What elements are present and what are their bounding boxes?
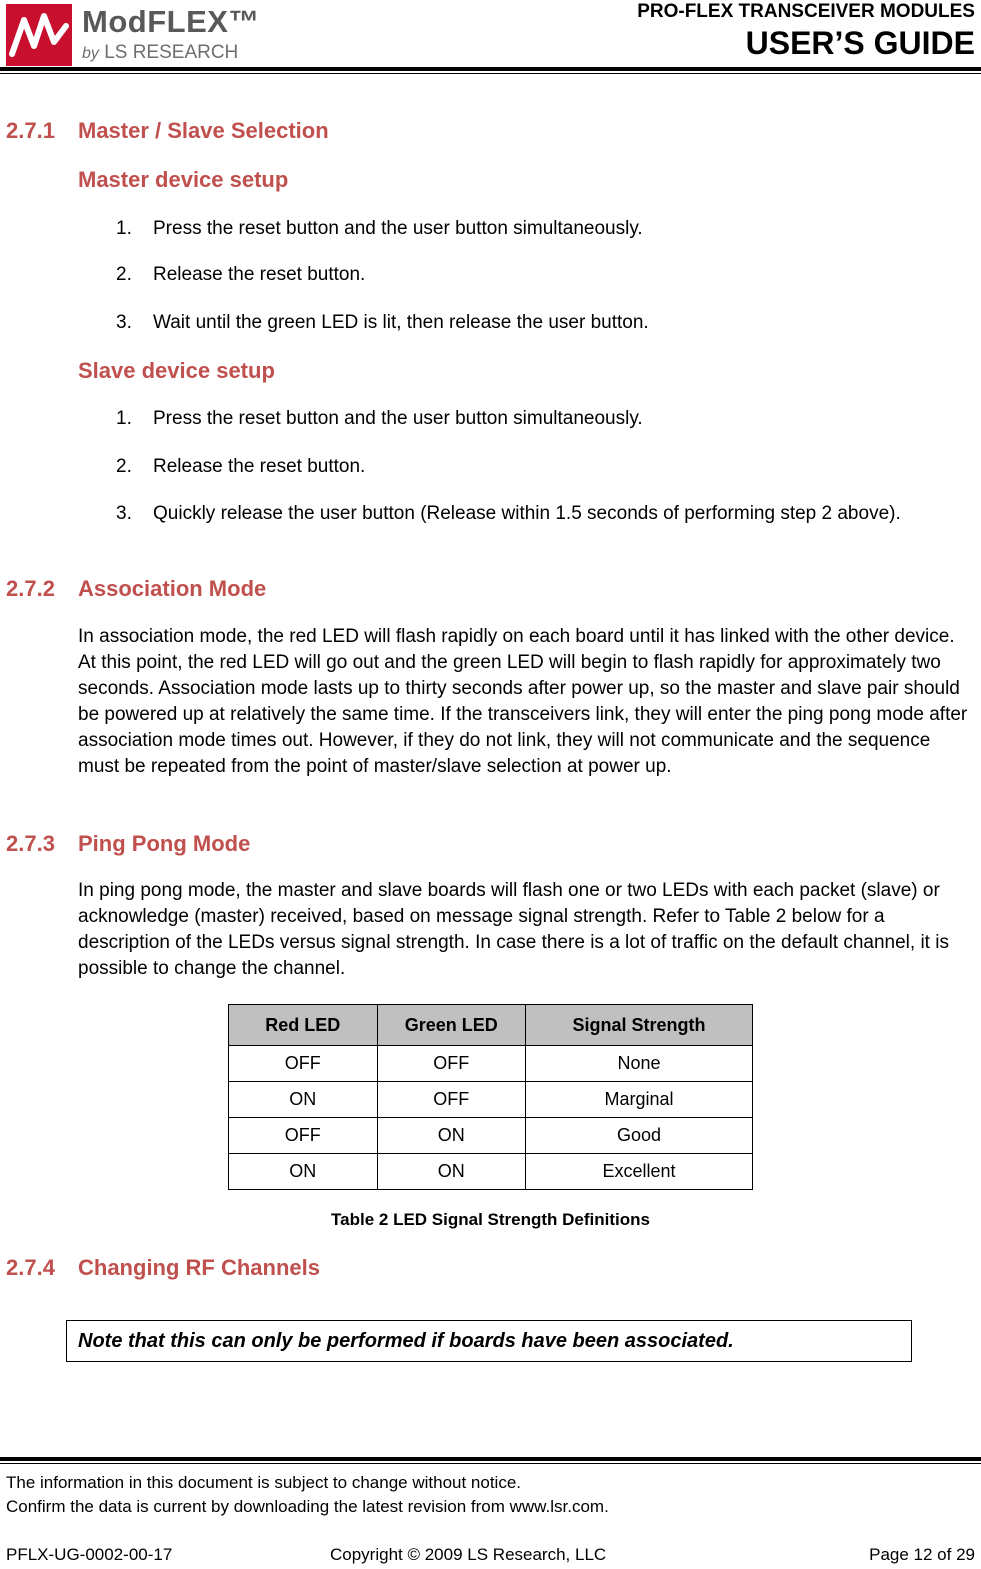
logo-wordmark: ModFLEX™	[82, 4, 260, 39]
note-text: Note that this can only be performed if boards have been associated.	[78, 1330, 734, 1352]
table-header-row	[229, 1005, 753, 1046]
table-header-cell: Green LED	[377, 1005, 526, 1046]
document-series-title: PRO-FLEX TRANSCEIVER MODULES	[637, 1, 975, 22]
table-caption: Table 2 LED Signal Strength Definitions	[331, 1210, 650, 1229]
list-item-number: 1.	[116, 408, 132, 429]
section-number: 2.7.1	[6, 118, 55, 143]
list-item-number: 3.	[116, 312, 132, 333]
table-cell: Marginal	[526, 1082, 753, 1118]
table-cell: OFF	[377, 1082, 526, 1118]
subheading-master: Master device setup	[78, 167, 289, 192]
table-cell: Excellent	[526, 1154, 753, 1190]
table-cell: None	[526, 1046, 753, 1082]
table-cell: OFF	[229, 1046, 378, 1082]
footer-rule-thin	[0, 1463, 981, 1464]
paragraph-association: In association mode, the red LED will flash rapidly on each board until it has linked with the other device. At this point, the red LED will go out and the green LED will begin to flash rapidly for approximately two seconds. Association mode lasts up to thirty seconds after power up, so the master and slave pair should be powered up at relatively the same time. If the transceivers link, they will enter the ping pong mode after association mode times out. However, if they do not link, they will not communicate and the sequence must be repeated from the point of master/slave selection at power up.	[78, 626, 968, 777]
section-title: Ping Pong Mode	[78, 831, 251, 856]
logo-subtitle: by LS RESEARCH	[82, 42, 239, 63]
table-cell: ON	[229, 1082, 378, 1118]
list-item-number: 1.	[116, 218, 132, 239]
footer-rule	[0, 1457, 981, 1461]
led-signal-table	[228, 1004, 753, 1190]
header-rule	[0, 67, 981, 71]
section-title: Changing RF Channels	[78, 1255, 320, 1280]
paragraph-ping-pong: In ping pong mode, the master and slave boards will flash one or two LEDs with each packet (slave) or acknowledge (master) received, based on message signal strength. Refer to Table 2 below for a description of the LEDs versus signal strength. In case there is a lot of traffic on the default channel, it is possible to change the channel.	[78, 880, 949, 979]
list-item: Press the reset button and the user button simultaneously.	[153, 408, 643, 429]
document-title: USER’S GUIDE	[745, 25, 975, 61]
list-item: Release the reset button.	[153, 264, 366, 285]
table-cell: OFF	[377, 1046, 526, 1082]
table-header-cell: Red LED	[229, 1005, 378, 1046]
list-item: Release the reset button.	[153, 456, 366, 477]
table-cell: ON	[229, 1154, 378, 1190]
list-item-number: 2.	[116, 456, 132, 477]
table-cell: ON	[377, 1154, 526, 1190]
footer-copyright: Copyright © 2009 LS Research, LLC	[330, 1545, 607, 1564]
table-row	[229, 1118, 753, 1154]
list-item-number: 3.	[116, 503, 132, 524]
table-cell: OFF	[229, 1118, 378, 1154]
list-item: Quickly release the user button (Release within 1.5 seconds of performing step 2 above).	[153, 503, 901, 524]
table-row	[229, 1082, 753, 1118]
company-logo-icon	[6, 4, 72, 66]
footer-page-number: Page 12 of 29	[869, 1545, 975, 1564]
section-title: Master / Slave Selection	[78, 118, 329, 143]
section-number: 2.7.4	[6, 1255, 55, 1280]
list-item-number: 2.	[116, 264, 132, 285]
table-cell: Good	[526, 1118, 753, 1154]
subheading-slave: Slave device setup	[78, 358, 275, 383]
footer-notice-url: Confirm the data is current by downloading the latest revision from www.lsr.com.	[6, 1497, 609, 1516]
list-item: Wait until the green LED is lit, then release the user button.	[153, 312, 649, 333]
header-rule-thin	[0, 73, 981, 74]
table-cell: ON	[377, 1118, 526, 1154]
list-item: Press the reset button and the user button simultaneously.	[153, 218, 643, 239]
section-number: 2.7.3	[6, 831, 55, 856]
footer-doc-id: PFLX-UG-0002-00-17	[6, 1545, 173, 1564]
table-row	[229, 1154, 753, 1190]
footer-notice: The information in this document is subject to change without notice.	[6, 1473, 522, 1492]
section-number: 2.7.2	[6, 576, 55, 601]
table-header-cell: Signal Strength	[526, 1005, 753, 1046]
table-row	[229, 1046, 753, 1082]
section-title: Association Mode	[78, 576, 267, 601]
